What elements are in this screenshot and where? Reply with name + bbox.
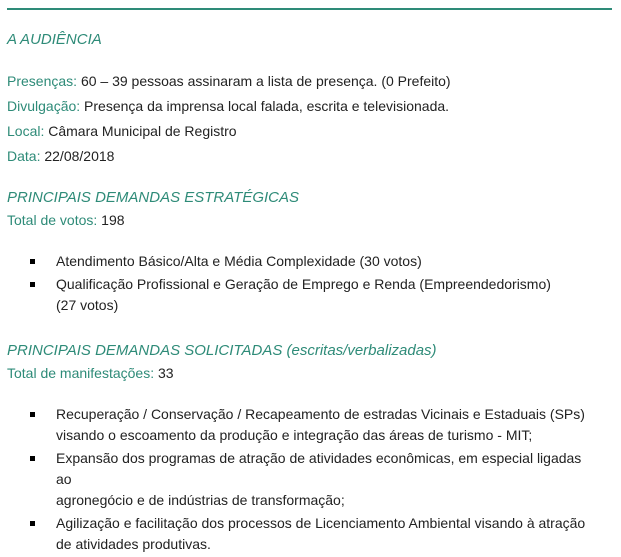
votos-value: 198 (101, 212, 125, 228)
list-item (0, 448, 600, 511)
manifestacoes-value: 33 (157, 365, 174, 381)
item-text: Qualificação Profissional e Geração de Emprego e Renda (Empreendedorismo) (56, 276, 551, 292)
item-text: Atendimento Básico/Alta e Média Complexidade (30 votos) (56, 253, 422, 269)
bullet-icon (30, 456, 35, 461)
bullet-icon (30, 521, 35, 526)
list-item (0, 274, 600, 316)
bullet-icon (30, 259, 35, 264)
presencas-value: 60 – 39 pessoas assinaram a lista de presença. (0 Prefeito) (80, 73, 451, 89)
item-text: Agilização e facilitação dos processos de Licenciamento Ambiental visando à atração (56, 515, 586, 531)
estrategicas-heading: PRINCIPAIS DEMANDAS ESTRATÉGICAS (7, 189, 299, 206)
list-item (0, 251, 600, 272)
data-line (7, 148, 114, 164)
local-label: Local: (7, 123, 45, 139)
divulgacao-label: Divulgação: (7, 98, 81, 114)
manifestacoes-line (7, 365, 174, 381)
solicitadas-list (0, 404, 600, 557)
audiencia-heading: A AUDIÊNCIA (7, 31, 102, 48)
divulgacao-line (7, 98, 449, 114)
data-value: 22/08/2018 (44, 148, 115, 164)
local-value: Câmara Municipal de Registro (48, 123, 237, 139)
votos-label: Total de votos: (7, 212, 98, 228)
divulgacao-value: Presença da imprensa local falada, escrita e televisionada. (84, 98, 450, 114)
bullet-icon (30, 282, 35, 287)
votos-line (7, 212, 125, 228)
data-label: Data: (7, 148, 41, 164)
solicitadas-heading: PRINCIPAIS DEMANDAS SOLICITADAS (escritas/verbalizadas) (7, 342, 437, 359)
estrategicas-list (0, 251, 600, 318)
item-text-cont: (27 votos) (56, 297, 119, 313)
item-text-cont: de atividades produtivas. (56, 536, 211, 552)
item-text: Recuperação / Conservação / Recapeamento de estradas Vicinais e Estaduais (SPs) (56, 406, 585, 422)
presencas-line (7, 73, 451, 89)
top-rule (7, 8, 612, 10)
manifestacoes-label: Total de manifestações: (7, 365, 155, 381)
bullet-icon (30, 412, 35, 417)
list-item (0, 404, 600, 446)
item-text-cont: visando o escoamento da produção e integração das áreas de turismo - MIT; (56, 427, 533, 443)
local-line (7, 123, 237, 139)
item-text: Expansão dos programas de atração de atividades econômicas, em especial ligadas ao (56, 450, 582, 487)
item-text-cont: agronegócio e de indústrias de transformação; (56, 492, 345, 508)
presencas-label: Presenças: (7, 73, 78, 89)
